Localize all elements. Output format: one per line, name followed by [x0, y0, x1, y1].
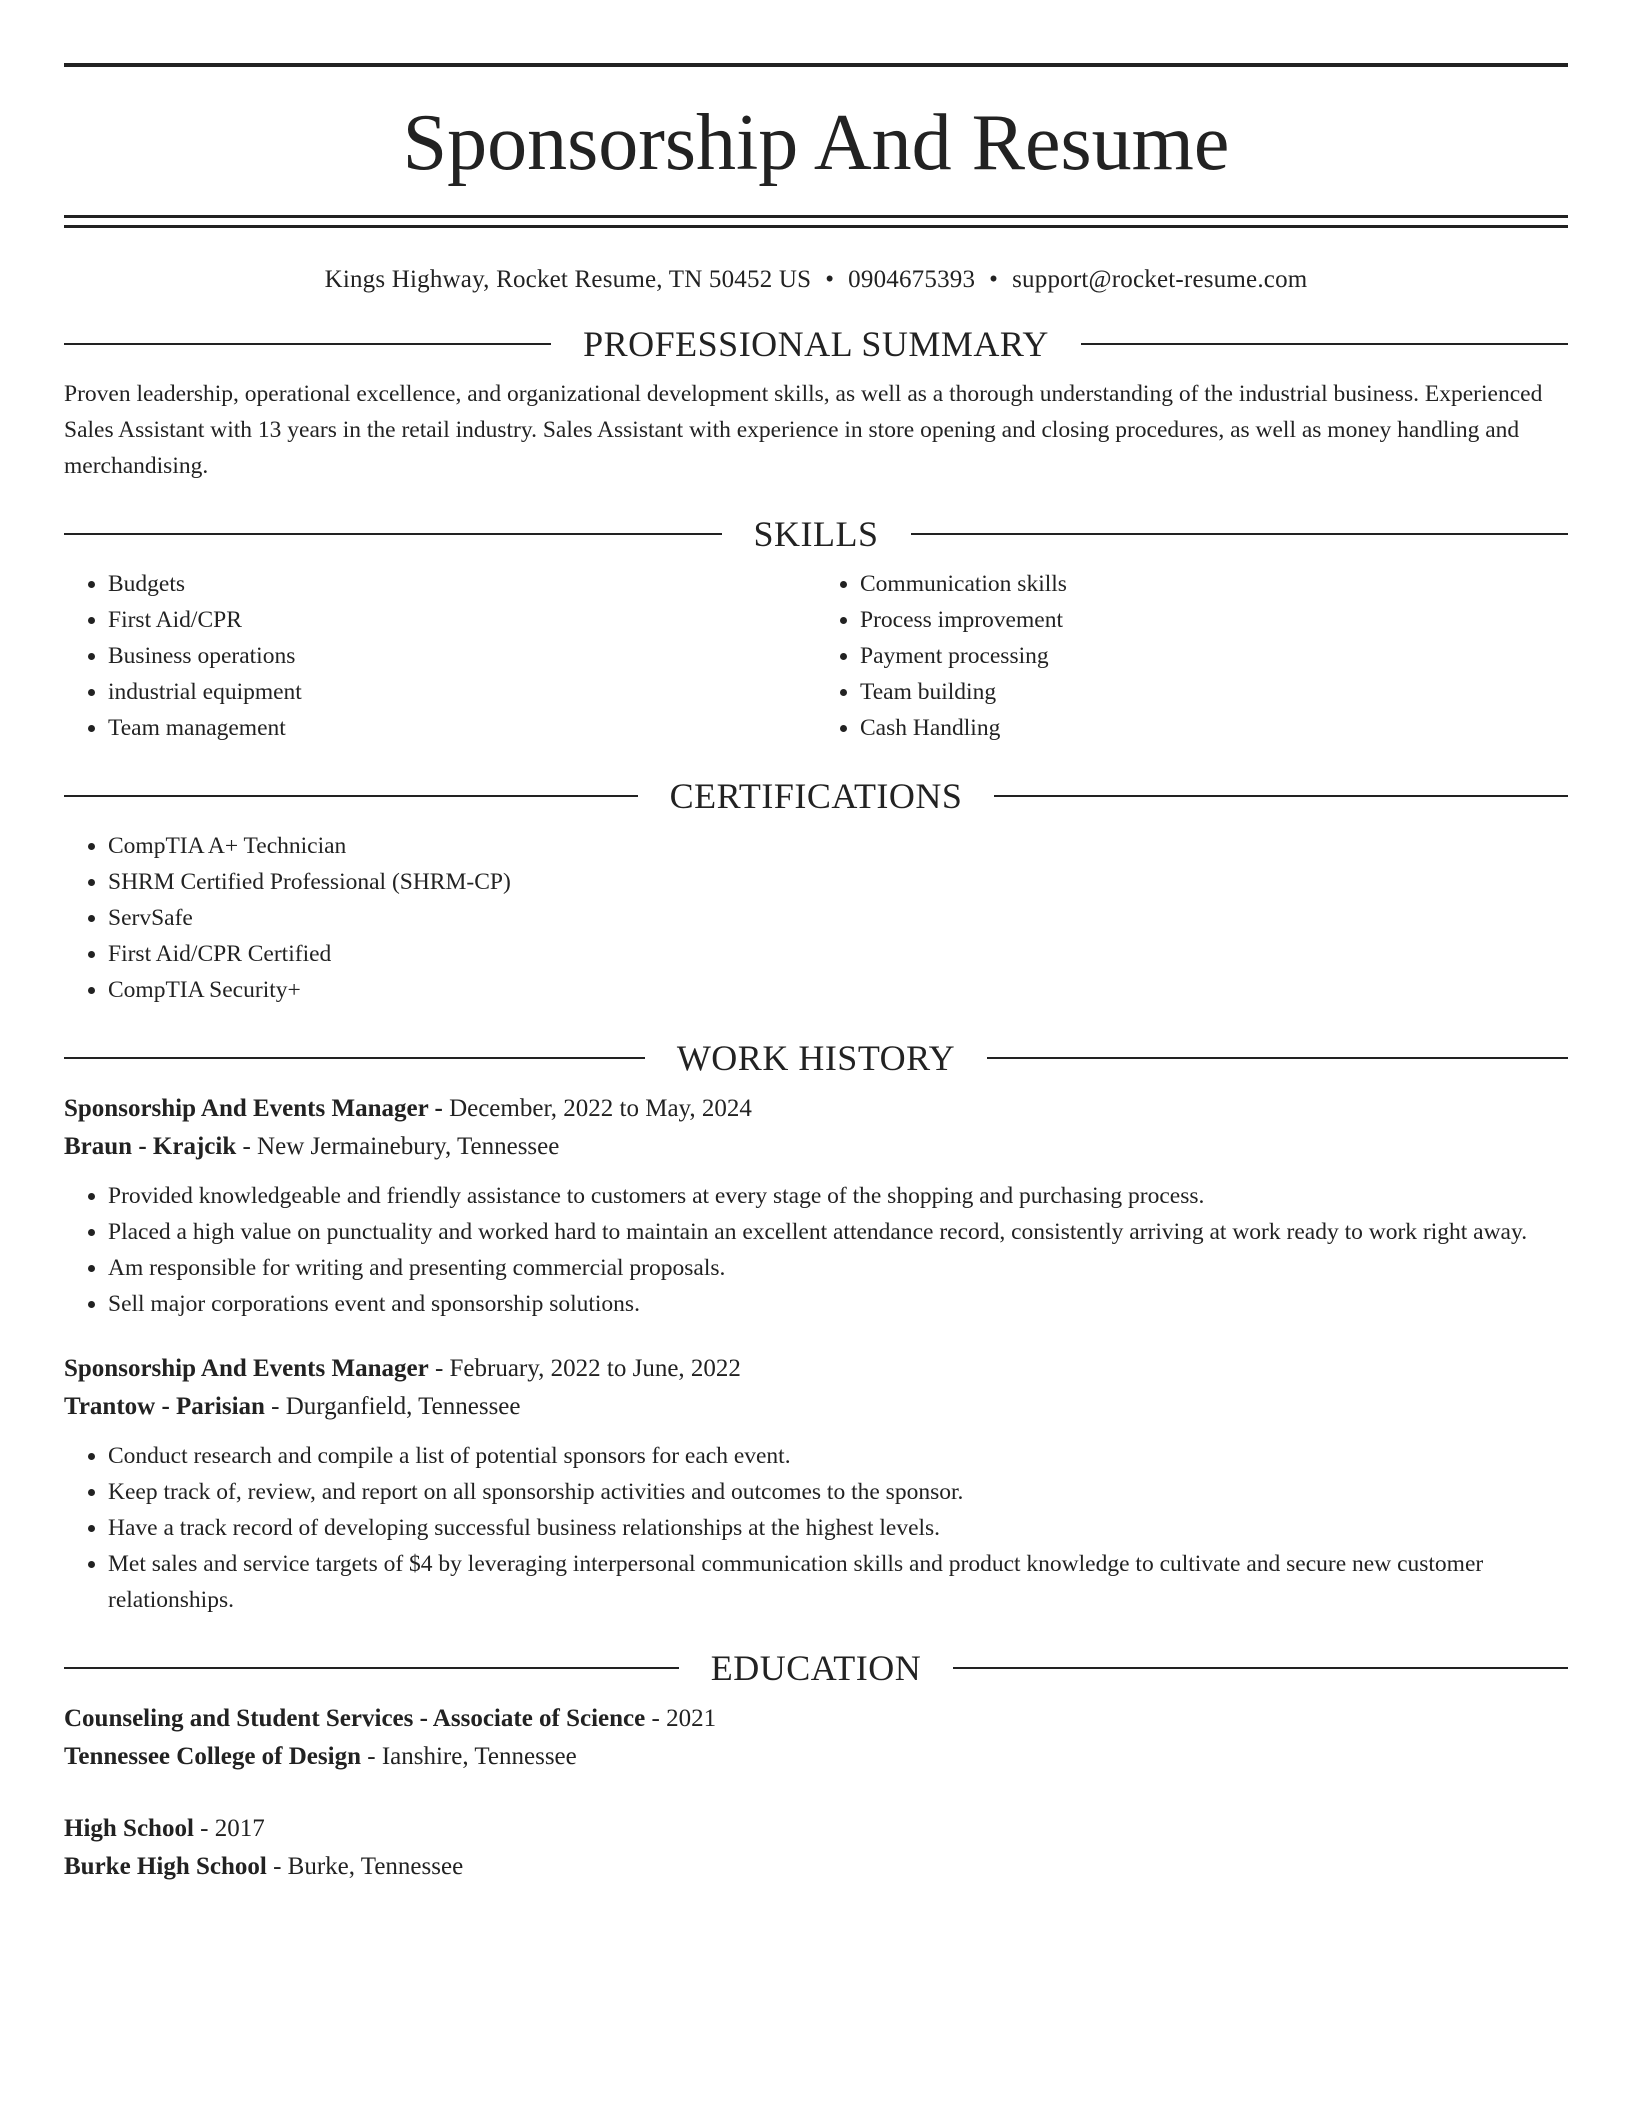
job-bullet: • Conduct research and compile a list of potential sponsors for each event.: [108, 1438, 1568, 1474]
job-dash: -: [264, 1393, 286, 1420]
section-title: CERTIFICATIONS: [669, 776, 963, 816]
certification-item: • ServSafe: [108, 900, 1568, 936]
education-dash: -: [645, 1705, 667, 1732]
candidate-name: Sponsorship And Resume: [402, 99, 1230, 187]
heading-rule-right: [1081, 343, 1568, 345]
skill-item: • Budgets: [108, 566, 816, 602]
heading-rule-right: [911, 533, 1569, 535]
education-entry: [64, 1810, 1568, 1886]
contact-separator: •: [825, 266, 835, 293]
heading-rule-left: [64, 343, 551, 345]
skill-item: • Process improvement: [860, 602, 1568, 638]
job-role: Sponsorship And Events Manager: [64, 1355, 429, 1382]
certification-item: • CompTIA A+ Technician: [108, 828, 1568, 864]
education-dash: -: [193, 1815, 215, 1842]
contact-email: support@rocket-resume.com: [1012, 266, 1308, 293]
section-title: SKILLS: [753, 514, 879, 554]
education-degree-line: [64, 1700, 1568, 1738]
contact-address: Kings Highway, Rocket Resume, TN 50452 US: [324, 266, 812, 293]
education-dash: -: [360, 1743, 382, 1770]
job-role-line: [64, 1350, 1568, 1388]
job-dash: -: [428, 1095, 450, 1122]
job-entry: [64, 1350, 1568, 1618]
education-school-line: [64, 1738, 1568, 1776]
contact-separator: •: [989, 266, 999, 293]
skill-item: • Business operations: [108, 638, 816, 674]
skills-list: [64, 566, 816, 746]
job-bullets: [64, 1178, 1568, 1322]
section-heading-skills: [64, 516, 1568, 552]
certification-item: • CompTIA Security+: [108, 972, 1568, 1008]
section-heading-summary: [64, 326, 1568, 362]
education-entry: [64, 1700, 1568, 1776]
job-location: New Jermainebury, Tennessee: [257, 1133, 560, 1160]
section-heading-certifications: [64, 778, 1568, 814]
job-location: Durganfield, Tennessee: [285, 1393, 521, 1420]
skill-item: • industrial equipment: [108, 674, 816, 710]
heading-rule-right: [987, 1057, 1568, 1059]
heading-rule-left: [64, 795, 638, 797]
job-dates: December, 2022 to May, 2024: [449, 1095, 752, 1122]
section-title: EDUCATION: [710, 1648, 922, 1688]
skill-item: • First Aid/CPR: [108, 602, 816, 638]
section-heading-education: [64, 1650, 1568, 1686]
education-location: Burke, Tennessee: [287, 1853, 464, 1880]
education-year: 2021: [666, 1705, 717, 1732]
education-school: Burke High School: [64, 1853, 267, 1880]
job-bullet: • Keep track of, review, and report on all sponsorship activities and outcomes to the sponsor.: [108, 1474, 1568, 1510]
skill-item: • Communication skills: [860, 566, 1568, 602]
job-company: Trantow - Parisian: [64, 1393, 265, 1420]
job-bullet: • Have a track record of developing successful business relationships at the highest levels.: [108, 1510, 1568, 1546]
certification-item: • First Aid/CPR Certified: [108, 936, 1568, 972]
job-dates: February, 2022 to June, 2022: [449, 1355, 741, 1382]
education-year: 2017: [214, 1815, 265, 1842]
education-school: Tennessee College of Design: [64, 1743, 361, 1770]
job-role-line: [64, 1090, 1568, 1128]
education-location: Ianshire, Tennessee: [381, 1743, 577, 1770]
skill-item: • Payment processing: [860, 638, 1568, 674]
job-dash: -: [236, 1133, 258, 1160]
certifications-list: [64, 828, 1568, 1008]
heading-rule-left: [64, 1057, 645, 1059]
contact-line: [64, 266, 1568, 294]
skills-grid: [64, 566, 1568, 746]
skill-item: • Team building: [860, 674, 1568, 710]
job-bullet: • Provided knowledgeable and friendly assistance to customers at every stage of the shopping and purchasing process.: [108, 1178, 1568, 1214]
section-heading-work: [64, 1040, 1568, 1076]
job-company: Braun - Krajcik: [64, 1133, 237, 1160]
skill-item: • Cash Handling: [860, 710, 1568, 746]
education-degree: High School: [64, 1815, 194, 1842]
heading-rule-right: [994, 795, 1568, 797]
summary-text: Proven leadership, operational excellence, and organizational development skills, as well as a thorough understanding of the industrial business. Experienced Sales Assistant with 13 years in the retail industry. Sales Assistant with experience in store opening and closing procedures, as well as money handling and merchandising.: [64, 381, 1543, 479]
education-school-line: [64, 1848, 1568, 1886]
contact-phone: 0904675393: [848, 266, 976, 293]
job-bullet: • Placed a high value on punctuality and worked hard to maintain an excellent attendance record, consistently arriving at work ready to work right away.: [108, 1214, 1568, 1250]
heading-rule-left: [64, 533, 722, 535]
education-degree-line: [64, 1810, 1568, 1848]
header-top-rule: [64, 63, 1568, 67]
job-company-line: [64, 1388, 1568, 1426]
certification-item: • SHRM Certified Professional (SHRM-CP): [108, 864, 1568, 900]
skills-column-left: [64, 566, 816, 746]
skills-list: [816, 566, 1568, 746]
section-title: PROFESSIONAL SUMMARY: [583, 324, 1049, 364]
job-entry: [64, 1090, 1568, 1322]
section-title: WORK HISTORY: [676, 1038, 956, 1078]
job-bullets: [64, 1438, 1568, 1618]
job-bullet: • Met sales and service targets of $4 by leveraging interpersonal communication skills and product knowledge to cultivate and secure new customer relationships.: [108, 1546, 1568, 1618]
heading-rule-right: [953, 1667, 1568, 1669]
job-company-line: [64, 1128, 1568, 1166]
education-degree: Counseling and Student Services - Associate of Science: [64, 1705, 646, 1732]
education-dash: -: [266, 1853, 288, 1880]
job-bullet: • Am responsible for writing and presenting commercial proposals.: [108, 1250, 1568, 1286]
header-double-rule: [64, 215, 1568, 228]
skills-column-right: [816, 566, 1568, 746]
job-role: Sponsorship And Events Manager: [64, 1095, 429, 1122]
heading-rule-left: [64, 1667, 679, 1669]
skill-item: • Team management: [108, 710, 816, 746]
job-bullet: • Sell major corporations event and sponsorship solutions.: [108, 1286, 1568, 1322]
job-dash: -: [428, 1355, 450, 1382]
